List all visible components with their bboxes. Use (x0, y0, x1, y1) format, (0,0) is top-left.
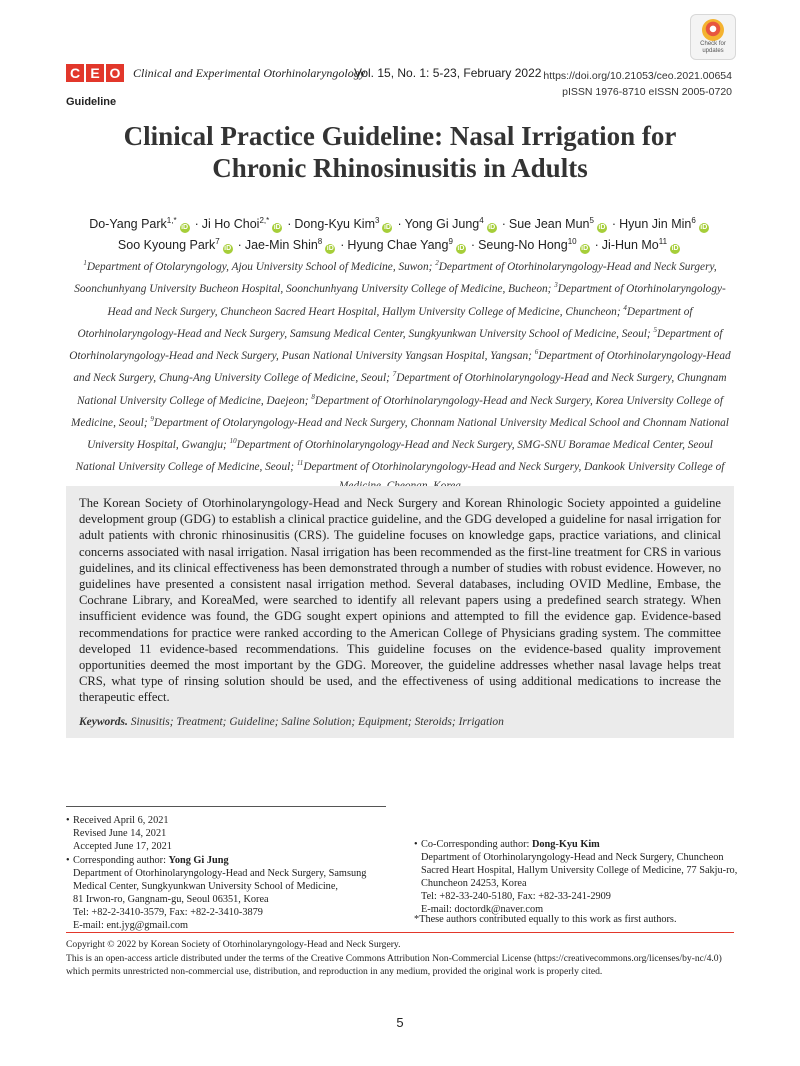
logo-letter: C (66, 64, 84, 82)
affiliation-text: Department of Otolaryngology, Ajou University School of Medicine, Suwon; (86, 260, 436, 273)
orcid-icon[interactable]: iD (700, 224, 708, 232)
keywords-list: Sinusitis; Treatment; Guideline; Saline Solution; Equipment; Steroids; Irrigation (130, 715, 504, 728)
page-number: 5 (396, 1015, 404, 1030)
address-line: Sacred Heart Hospital, Hallym University College of Medicine, 77 Sakju-ro, (421, 865, 738, 876)
author-separator: · (194, 217, 199, 232)
issn: pISSN 1976-8710 eISSN 2005-0720 (562, 86, 732, 98)
check-for-updates-badge[interactable] (690, 14, 736, 60)
orcid-icon[interactable]: iD (181, 224, 189, 232)
bullet: • (66, 815, 70, 826)
affiliation-text: Department of Otorhinolaryngology-Head and Neck Surgery, Korea University College of Medicine, Seoul; (71, 394, 723, 429)
author-separator: · (470, 238, 476, 253)
address-line: 81 Irwon-ro, Gangnam-gu, Seoul 06351, Korea (73, 894, 269, 905)
footnote-divider (66, 806, 386, 807)
author-separator: · (397, 217, 402, 232)
author-separator: · (594, 238, 599, 253)
author-name: Sue Jean Mun (508, 217, 590, 232)
abstract-text: The Korean Society of Otorhinolaryngology-Head and Neck Surgery and Korean Rhinologic Society appointed a guideline development group (GDG) to establish a clinical practice guideline, and the GDG developed a guideline for nasal irrigation for adult patients with chronic rhinosinusitis (CRS). The guideline focuses on knowledge gaps, practice variations, and clinical concerns associated with nasal irrigation. Nasal irrigation has been recommended as the first-line treatment for CRS in various guidelines, and its clinical effectiveness has been demonstrated through a number of studies with robust evidence. However, no guidelines have presented a consistent nasal irrigation method. Several databases, including OVID Medline, Embase, the Cochrane Library, and KoreaMed, were searched to identify all relevant papers using a predefined search strategy. When insufficient evidence was found, the GDG sought expert opinions and attempted to fill the evidence gap. Evidence-based recommendations for practice were ranked according to the American College of Physicians grading system. The committee developed 11 evidence-based recommendations. This guideline focuses on the evidence-based quality improvement opportunities deemed the most important by the GDG. Moreover, the guideline addresses whether nasal lavage helps treat CRS, what type of rinsing solution should be used, and the effectiveness of using additional medications to increase the therapeutic effect. (79, 496, 721, 705)
co-corresponding-name: Dong-Kyu Kim (531, 839, 600, 850)
affiliation-sup: 6 (534, 348, 539, 357)
bullet: • (414, 839, 418, 850)
abstract-box (66, 486, 734, 738)
journal-logo (66, 64, 124, 82)
address-line: Medical Center, Sungkyunkwan University School of Medicine, (73, 881, 338, 892)
revised-date: Revised June 14, 2021 (73, 828, 167, 839)
orcid-icon[interactable]: iD (671, 245, 679, 253)
keywords (79, 716, 721, 728)
journal-name: Clinical and Experimental Otorhinolaryngology (133, 66, 366, 80)
affiliation-sup: 5 (653, 325, 657, 334)
affiliation-text: Department of Otorhinolaryngology-Head and Neck Surgery, SMG-SNU Boramae Medical Center, Seoul National University College of Medicine, Seoul; (75, 438, 713, 474)
corresponding-name: Yong Gi Jung (168, 855, 229, 866)
author-affiliation-sup: 8 (317, 237, 323, 247)
orcid-icon[interactable]: iD (383, 224, 391, 232)
affiliation-sup: 8 (311, 392, 315, 401)
author-affiliation-sup: 3 (375, 216, 380, 225)
corresponding-author (66, 854, 396, 932)
logo-letter: O (106, 64, 124, 82)
co-corresponding-label: Co-Corresponding author: (421, 839, 532, 850)
author-affiliation-sup: 11 (658, 237, 668, 247)
author-line (60, 233, 740, 254)
affiliation-sup: 11 (296, 459, 304, 468)
email-line[interactable]: E-mail: ent.jyg@gmail.com (73, 920, 189, 931)
check-updates-line: Check for (700, 41, 726, 47)
author-name: Seung-No Hong (478, 238, 568, 253)
address-line: Chuncheon 24253, Korea (421, 878, 527, 889)
address-line: Department of Otorhinolaryngology-Head and Neck Surgery, Chuncheon (421, 852, 724, 863)
author-separator: · (611, 217, 617, 232)
author-name: Jae-Min Shin (244, 238, 318, 253)
author-affiliation-sup: 10 (567, 237, 577, 247)
author-name: Soo Kyoung Park (117, 238, 216, 253)
title-line: Clinical Practice Guideline: Nasal Irrigation for (123, 121, 677, 151)
orcid-icon[interactable]: iD (273, 224, 281, 232)
author-line (60, 212, 740, 233)
orcid-icon[interactable]: iD (457, 245, 465, 253)
author-affiliation-sup: 6 (691, 216, 696, 225)
orcid-icon[interactable]: iD (581, 245, 589, 253)
affiliation-text: Department of Otorhinolaryngology-Head and Neck Surgery, Pusan National University Yangsan Hospital, Yangsan; (69, 327, 723, 362)
title-line: Chronic Rhinosinusitis in Adults (212, 153, 588, 183)
article-title (60, 120, 740, 184)
author-affiliation-sup: 4 (479, 216, 484, 225)
author-name: Ji-Hun Mo (601, 238, 659, 253)
corresponding-label: Corresponding author: (73, 855, 169, 866)
copyright-divider (66, 932, 734, 933)
affiliation-text: Department of Otorhinolaryngology-Head and Neck Surgery, Soonchunhyang University Bucheon Hospital, Soonchunhyang University College of Medicine, Bucheon; (74, 260, 717, 296)
affiliation-sup: 9 (150, 414, 154, 423)
author-separator: · (340, 238, 345, 253)
author-name: Yong Gi Jung (404, 217, 480, 232)
author-affiliation-sup: 9 (448, 237, 453, 247)
author-name: Do-Yang Park (89, 217, 167, 232)
volume-info: Vol. 15, No. 1: 5-23, February 2022 (354, 66, 542, 80)
affiliation-text: Department of Otorhinolaryngology-Head and Neck Surgery, Chungnam National University College of Medicine, Daejeon; (77, 372, 727, 407)
author-affiliation-sup: 2,* (259, 216, 270, 225)
article-type: Guideline (66, 96, 117, 108)
affiliation-text: Department of Otorhinolaryngology-Head and Neck Surgery, Chung-Ang University College of Medicine, Seoul; (73, 349, 731, 385)
logo-letter: E (86, 64, 104, 82)
address-line: Department of Otorhinolaryngology-Head and Neck Surgery, Samsung (73, 868, 367, 879)
author-separator: · (287, 217, 292, 232)
affiliation-text: Department of Otorhinolaryngology-Head and Neck Surgery, Chuncheon Sacred Heart Hospital, Hallym University College of Medicine, Chuncheon; (107, 283, 726, 318)
affiliation-text: Department of Otorhinolaryngology-Head and Neck Surgery, Dankook University College of (303, 461, 725, 474)
affiliation-sup: 4 (623, 303, 627, 312)
co-corresponding-author (414, 838, 744, 916)
check-updates-icon (702, 19, 724, 41)
orcid-icon[interactable]: iD (224, 245, 232, 253)
orcid-icon[interactable]: iD (326, 245, 334, 253)
phone-line: Tel: +82-33-240-5180, Fax: +82-33-241-2909 (421, 891, 611, 902)
accepted-date: Accepted June 17, 2021 (73, 841, 172, 852)
author-name: Hyun Jin Min (619, 217, 692, 232)
received-date: Received April 6, 2021 (73, 815, 169, 826)
author-name: Hyung Chae Yang (347, 238, 449, 253)
license-line: which permits unrestricted non-commercial use, distribution, and reproduction in any medium, provided the original work is properly cited. (66, 966, 603, 977)
article-dates (66, 814, 386, 853)
author-name: Dong-Kyu Kim (294, 217, 375, 232)
author-affiliation-sup: 5 (589, 216, 594, 225)
affiliation-text: Department of Otolaryngology-Head and Neck Surgery, Chonnam National University Medical School and Chonnam National University Hospital, Gwangju; (87, 416, 729, 451)
phone-line: Tel: +82-2-3410-3579, Fax: +82-2-3410-3879 (73, 907, 263, 918)
author-separator: · (237, 238, 242, 253)
author-list (60, 212, 740, 254)
check-updates-line: updates (702, 48, 724, 54)
author-affiliation-sup: 7 (215, 237, 220, 247)
copyright-line: Copyright © 2022 by Korean Society of Otorhinolaryngology-Head and Neck Surgery. (66, 939, 401, 950)
affiliations (66, 254, 734, 495)
author-separator: · (501, 217, 506, 232)
author-affiliation-sup: 1,* (166, 216, 177, 225)
affiliation-sup: 3 (554, 281, 558, 290)
email-line[interactable]: E-mail: doctordk@naver.com (421, 904, 544, 915)
equal-contribution-note: *These authors contributed equally to this work as first authors. (414, 914, 677, 925)
keywords-label: Keywords. (79, 715, 128, 728)
affiliation-sup: 1 (83, 259, 87, 267)
affiliation-text: Department of Otorhinolaryngology-Head and Neck Surgery, Samsung Medical Center, Sungkyunkwan University School of Medicine, Seoul; (77, 305, 693, 340)
doi-block (543, 68, 732, 100)
copyright-block (66, 938, 746, 979)
license-line: This is an open-access article distributed under the terms of the Creative Commons Attribution Non-Commercial License (https://creativecommons.org/licenses/by-nc/4.0) (66, 952, 722, 964)
author-name: Ji Ho Choi (201, 217, 260, 232)
doi-link[interactable]: https://doi.org/10.21053/ceo.2021.00654 (543, 70, 732, 82)
affiliation-sup: 7 (392, 370, 397, 379)
orcid-icon[interactable]: iD (488, 224, 496, 232)
affiliation-sup: 10 (229, 437, 237, 446)
bullet: • (66, 855, 70, 866)
orcid-icon[interactable]: iD (598, 224, 606, 232)
affiliation-sup: 2 (435, 259, 439, 267)
